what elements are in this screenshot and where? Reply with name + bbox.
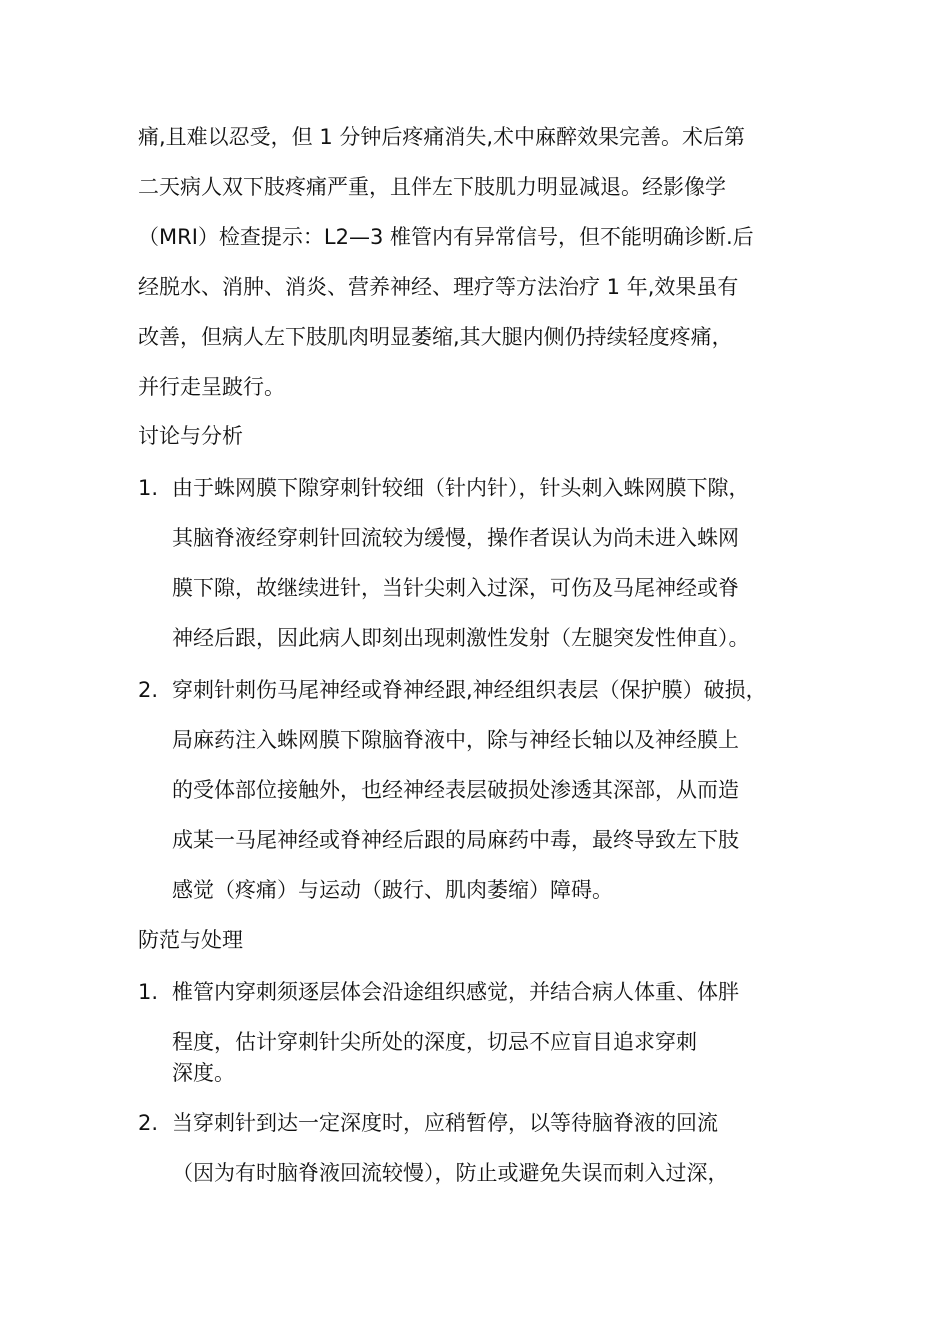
list-item-line: 的受体部位接触外，也经神经表层破损处渗透其深部，从而造 <box>172 778 739 802</box>
list-item-line: 膜下隙，故继续进针，当针尖刺入过深，可伤及马尾神经或脊 <box>172 576 739 600</box>
paragraph-line: 改善，但病人左下肢肌肉明显萎缩,其大腿内侧仍持续轻度疼痛， <box>138 325 733 349</box>
list-item-line: 成某一马尾神经或脊神经后跟的局麻药中毒，最终导致左下肢 <box>172 828 739 852</box>
section-heading-prevention: 防范与处理 <box>138 928 243 952</box>
list-item-line: 椎管内穿刺须逐层体会沿途组织感觉，并结合病人体重、体胖 <box>172 980 739 1004</box>
list-item-line: 程度，估计穿刺针尖所处的深度，切忌不应盲目追求穿刺 <box>172 1030 697 1054</box>
list-item-line: 当穿刺针到达一定深度时，应稍暂停，以等待脑脊液的回流 <box>172 1111 718 1135</box>
paragraph-line: （MRI）检查提示：L2—3 椎管内有异常信号，但不能明确诊断.后 <box>138 225 754 249</box>
paragraph-line: 经脱水、消肿、消炎、营养神经、理疗等方法治疗 1 年,效果虽有 <box>138 275 739 299</box>
list-number: 2. <box>138 678 159 702</box>
list-number: 1. <box>138 476 159 500</box>
section-heading-discussion: 讨论与分析 <box>138 424 243 448</box>
paragraph-line: 并行走呈跛行。 <box>138 375 285 399</box>
list-item-line: 由于蛛网膜下隙穿刺针较细（针内针），针头刺入蛛网膜下隙， <box>172 476 750 500</box>
list-number: 2. <box>138 1111 159 1135</box>
list-item-line: 穿刺针刺伤马尾神经或脊神经跟,神经组织表层（保护膜）破损， <box>172 678 767 702</box>
paragraph-line: 痛,且难以忍受，但 1 分钟后疼痛消失,术中麻醉效果完善。术后第 <box>138 125 746 149</box>
list-item-line: 感觉（疼痛）与运动（跛行、肌肉萎缩）障碍。 <box>172 878 613 902</box>
list-item-line: 神经后跟，因此病人即刻出现刺激性发射（左腿突发性伸直）。 <box>172 626 750 650</box>
list-item-line: 局麻药注入蛛网膜下隙脑脊液中，除与神经长轴以及神经膜上 <box>172 728 739 752</box>
list-number: 1. <box>138 980 159 1004</box>
paragraph-line: 二天病人双下肢疼痛严重，且伴左下肢肌力明显减退。经影像学 <box>138 175 726 199</box>
list-item-line: 其脑脊液经穿刺针回流较为缓慢，操作者误认为尚未进入蛛网 <box>172 526 739 550</box>
list-item-line: 深度。 <box>172 1061 235 1085</box>
list-item-line: （因为有时脑脊液回流较慢），防止或避免失误而刺入过深， <box>172 1161 729 1185</box>
